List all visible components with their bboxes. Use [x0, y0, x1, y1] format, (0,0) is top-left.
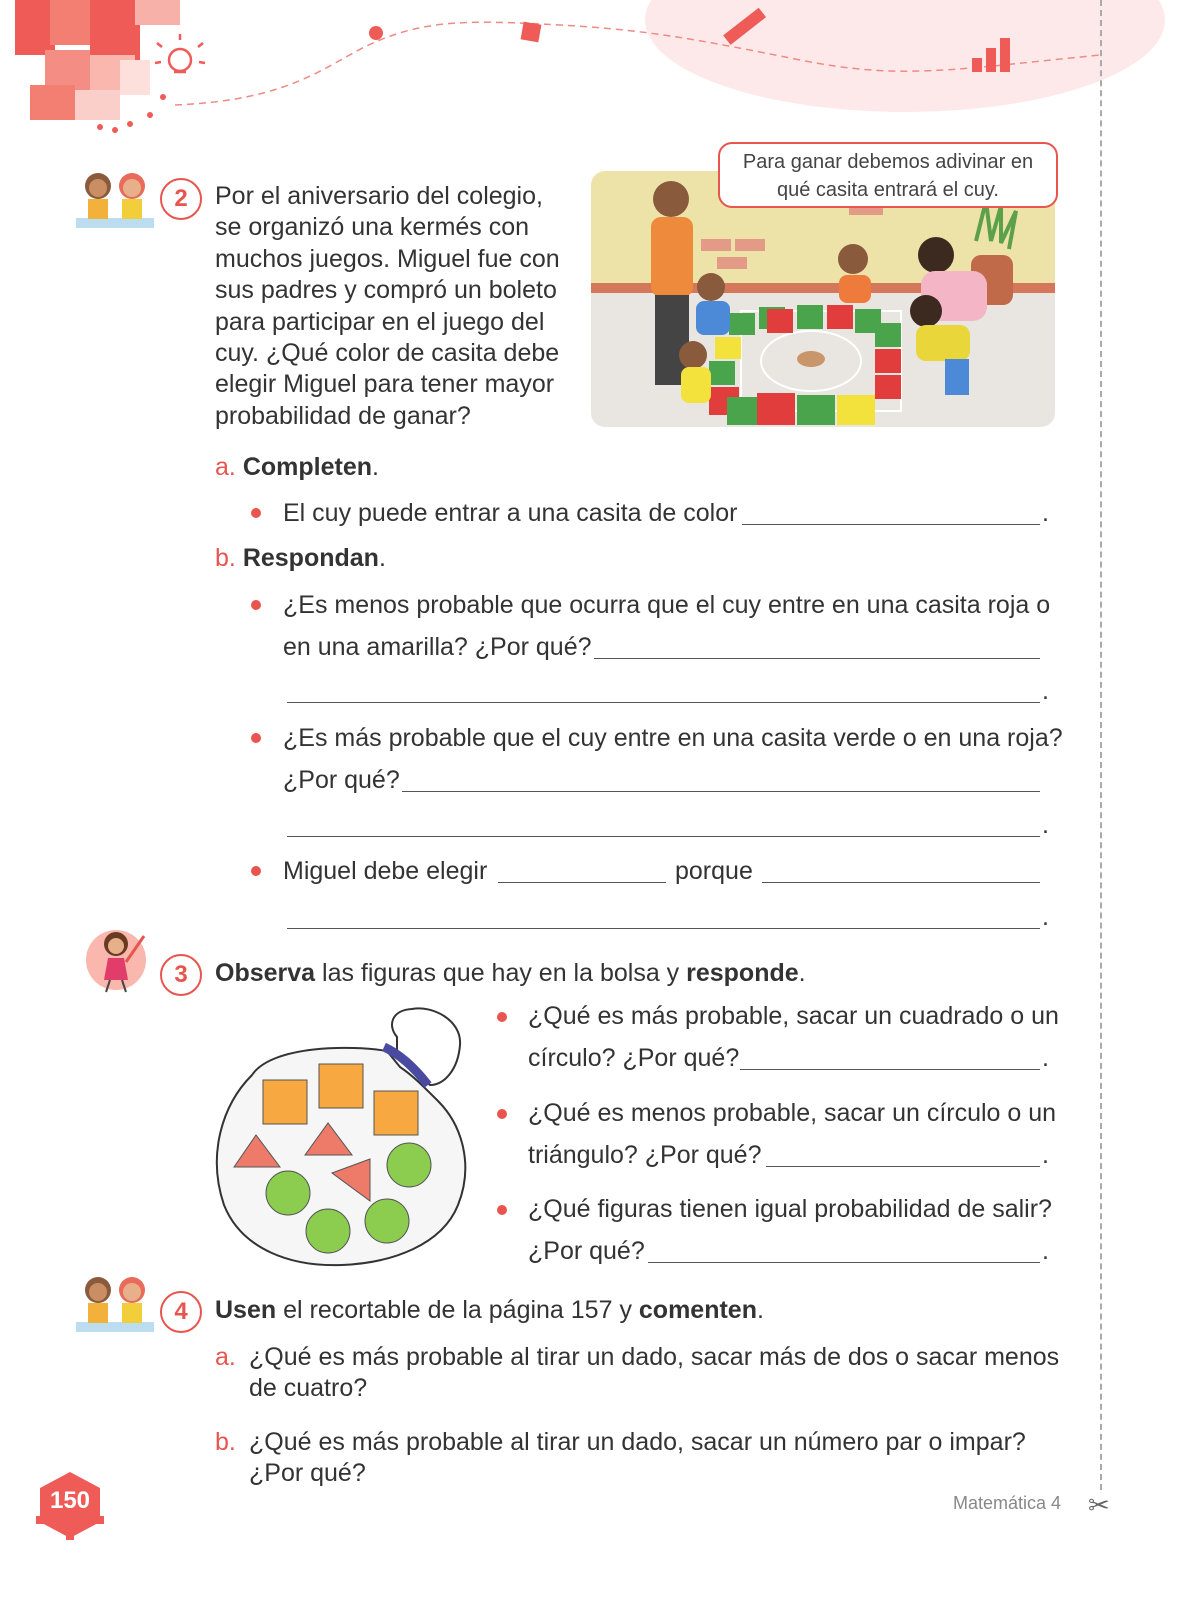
- item-title: Respondan: [242, 544, 379, 572]
- question-text: ¿Es menos probable que ocurra que el cuy entre en una casita roja o: [283, 591, 1051, 619]
- item-letter: a.: [215, 1343, 236, 1371]
- pair-work-icon: [76, 1272, 156, 1336]
- bullet: [497, 1205, 507, 1215]
- item-letter: b.: [215, 1428, 236, 1456]
- question-text: ¿Por qué?: [528, 1237, 645, 1265]
- question-text: círculo? ¿Por qué?: [528, 1044, 740, 1072]
- intro-line: sus padres y compró un boleto: [215, 276, 557, 305]
- question-3-title: Observa las figuras que hay en la bolsa y responde.: [215, 959, 806, 987]
- speech-line: qué casita entrará el cuy.: [777, 179, 999, 201]
- bullet: [251, 508, 261, 518]
- answer-line[interactable]: [742, 524, 1040, 525]
- question-text: ¿Qué es menos probable, sacar un círculo o un: [528, 1099, 1057, 1127]
- intro-line: para participar en el juego del: [215, 307, 545, 336]
- period: .: [1042, 903, 1049, 931]
- title-bold: Observa: [215, 959, 316, 987]
- answer-line[interactable]: [287, 836, 1040, 837]
- statement: Miguel debe elegir: [283, 857, 488, 885]
- answer-line[interactable]: [594, 658, 1040, 659]
- question-text: ¿Por qué?: [283, 766, 400, 794]
- intro-line: se organizó una kermés con: [215, 213, 530, 242]
- bullet: [251, 866, 261, 876]
- question-text: triángulo? ¿Por qué?: [528, 1141, 762, 1169]
- intro-line: probabilidad de ganar?: [215, 401, 471, 430]
- answer-line[interactable]: [740, 1069, 1040, 1070]
- girl-icon: [86, 924, 152, 994]
- intro-line: cuy. ¿Qué color de casita debe: [215, 339, 560, 368]
- question-3-number: 3: [160, 954, 202, 996]
- question-text: ¿Es más probable que el cuy entre en una casita verde o en una roja?: [283, 724, 1063, 752]
- question-2-number: 2: [160, 178, 202, 220]
- answer-line[interactable]: [648, 1262, 1040, 1263]
- intro-line: Por el aniversario del colegio,: [215, 182, 543, 210]
- scissors-icon: ✂: [1088, 1490, 1110, 1520]
- question-4-title: Usen el recortable de la página 157 y comenten.: [215, 1296, 764, 1324]
- period: .: [1042, 1044, 1049, 1072]
- question-text: ¿Por qué?: [249, 1459, 366, 1487]
- period: .: [1042, 811, 1049, 839]
- question-text: en una amarilla? ¿Por qué?: [283, 633, 592, 661]
- lightbulb-icon: [155, 34, 205, 72]
- bullet: [251, 733, 261, 743]
- period: .: [1042, 499, 1049, 527]
- bullet: [497, 1109, 507, 1119]
- question-4-number: 4: [160, 1291, 202, 1333]
- period: .: [1042, 677, 1049, 705]
- book-title: Matemática 4: [953, 1493, 1062, 1513]
- kermes-illustration: [591, 171, 1055, 427]
- item-a-heading: a. Completen.: [215, 453, 379, 481]
- period: .: [1042, 1237, 1049, 1265]
- statement: porque: [675, 857, 753, 885]
- speech-bubble: [718, 142, 1058, 208]
- cut-line: [1100, 0, 1102, 1490]
- page-number: 150: [49, 1487, 91, 1514]
- bullet: [251, 600, 261, 610]
- answer-line[interactable]: [287, 702, 1040, 703]
- intro-line: muchos juegos. Miguel fue con: [215, 244, 560, 273]
- question-text: de cuatro?: [249, 1374, 368, 1402]
- title-bold: comenten: [638, 1296, 757, 1324]
- title-text: el recortable de la página 157 y: [276, 1296, 639, 1324]
- item-b-heading: b. Respondan.: [215, 544, 386, 572]
- question-2-intro: [215, 181, 585, 432]
- title-bold: Usen: [215, 1296, 277, 1324]
- intro-line: elegir Miguel para tener mayor: [215, 370, 555, 399]
- answer-line[interactable]: [498, 882, 666, 883]
- pair-work-icon: [76, 168, 156, 232]
- question-text: ¿Qué es más probable, sacar un cuadrado o un: [528, 1002, 1059, 1030]
- item-title: Completen: [242, 453, 372, 481]
- question-text: ¿Qué es más probable al tirar un dado, sacar más de dos o sacar menos: [249, 1343, 1060, 1371]
- shapes-bag: [212, 1005, 467, 1271]
- question-text: ¿Qué es más probable al tirar un dado, sacar un número par o impar?: [249, 1428, 1026, 1456]
- item-letter: b.: [215, 544, 236, 572]
- speech-line: Para ganar debemos adivinar en: [742, 151, 1034, 173]
- answer-line[interactable]: [762, 882, 1040, 883]
- item-letter: a.: [215, 453, 236, 481]
- title-bold: responde: [686, 959, 799, 987]
- question-text: ¿Qué figuras tienen igual probabilidad de salir?: [528, 1195, 1052, 1223]
- bullet: [497, 1012, 507, 1022]
- period: .: [1042, 1141, 1049, 1169]
- answer-line[interactable]: [766, 1166, 1040, 1167]
- statement: El cuy puede entrar a una casita de color: [283, 499, 738, 527]
- answer-line[interactable]: [402, 791, 1040, 792]
- header-decoration: [0, 0, 1193, 140]
- title-text: las figuras que hay en la bolsa y: [315, 959, 687, 987]
- answer-line[interactable]: [287, 928, 1040, 929]
